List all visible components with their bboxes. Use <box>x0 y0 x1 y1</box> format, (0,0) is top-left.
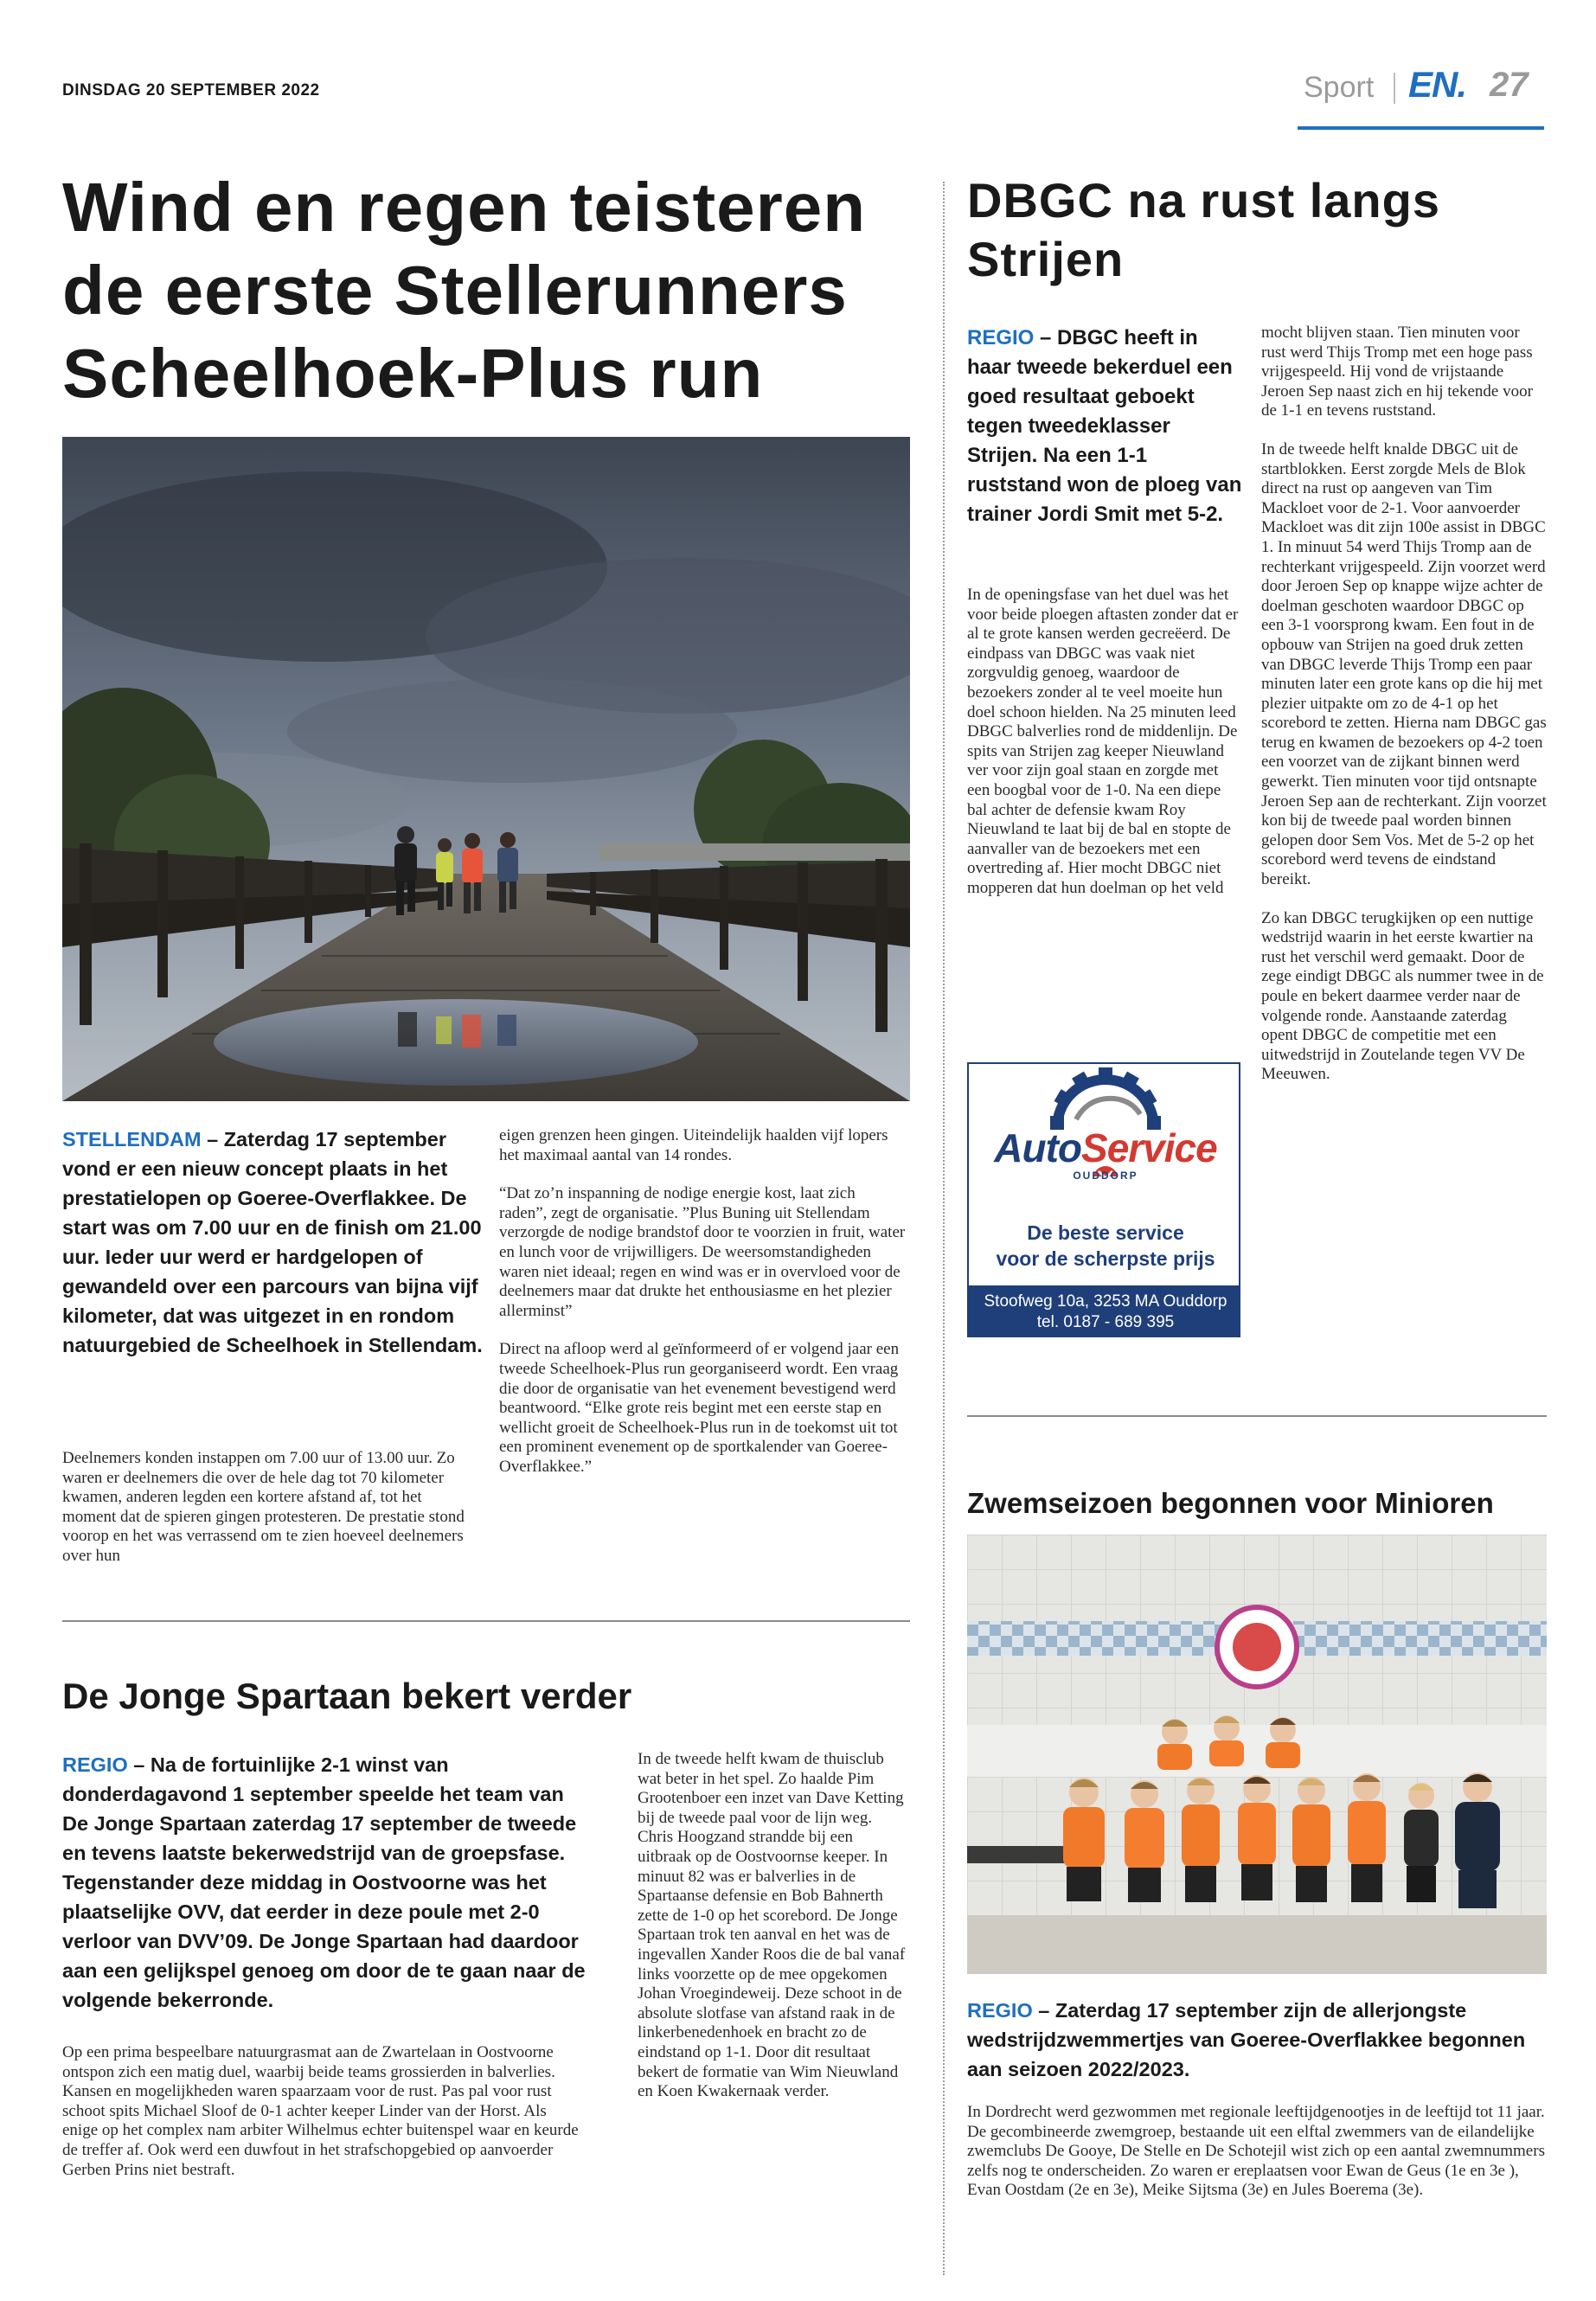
spartaan-body-column-1 <box>62 2043 581 2199</box>
zwem-kicker: REGIO <box>967 1999 1033 2022</box>
zwem-body <box>967 2103 1547 2220</box>
autoservice-ad[interactable] <box>967 1062 1240 1337</box>
paragraph: In Dordrecht werd gezwommen met regionale leeftijdgenootjes in de leeftijd tot 11 jaar. De gecombineerde zwemgroep, bestaande uit een elftal zwemmers van de eilandelijke zwemclubs De Gooye, De Stelle en De Schotejil wist zich op een aantal zwemnummers zelfs nog te onderscheiden. Zo waren er ereplaatsen voor Ewan de Geus (1e en 3e ), Evan Oostdam (2e en 3e), Meike Sijtsma (3e) en Jules Boerema (3e). <box>967 2103 1545 2200</box>
header-rule <box>1298 126 1544 130</box>
header-divider <box>1394 73 1395 104</box>
article-divider <box>62 1620 910 1622</box>
paragraph: Zo kan DBGC terugkijken op een nuttige wedstrijd waarin in het eerste kwartier na rust het verschil werd gemaakt. Door de zege eindigt DBGC als nummer twee in de poule en bekert daarmee verder naar de volgende ronde. Aanstaande zaterdag opent DBGC de competitie met een uitwedstrijd in Zoutelande tegen VV De Meeuwen. <box>1261 908 1544 1084</box>
swimmers-photo-graphic <box>967 1535 1547 1974</box>
ad-brand <box>969 1125 1240 1171</box>
spartaan-lead-text: – Na de fortuinlijke 2-1 winst van donderdagavond 1 september speelde het team van De Jonge Spartaan zaterdag 17 september de tweede en tevens laatste bekerwedstrijd van de groepsfase. Tegenstander deze middag in Oostvoorne was het plaatselijke OVV, dat eerder in deze poule met 2-0 verloor van DVV’09. De Jonge Spartaan had daardoor aan een gelijkspel genoeg om door de te gaan naar de volgende bekerronde. <box>62 1753 586 2011</box>
zwem-headline: Zwemseizoen begonnen voor Minioren <box>967 1487 1494 1519</box>
dbgc-body-column-2 <box>1261 324 1547 1104</box>
main-headline: Wind en regen teisteren de eerste Stellerunners Scheelhoek-Plus run <box>62 169 867 412</box>
spartaan-headline: De Jonge Spartaan bekert verder <box>62 1676 632 1716</box>
section-label: Sport <box>1304 71 1375 104</box>
swimmers-photo <box>967 1535 1547 1974</box>
ad-address: Stoofweg 10a, 3253 MA Ouddorp <box>984 1292 1227 1311</box>
runners-photo-graphic <box>62 437 910 1101</box>
dbgc-kicker: REGIO <box>967 326 1035 349</box>
paragraph: eigen grenzen heen gingen. Uiteindelijk haalden vijf lopers het maximaal aantal van 14 rondes. <box>499 1126 888 1164</box>
column-divider <box>943 182 945 2275</box>
paragraph: Deelnemers konden instappen om 7.00 uur of 13.00 uur. Zo waren er deelnemers die over de hele dag tot 70 kilometer kwamen, anderen legden een kortere afstand af, tot het moment dat de spieren gingen protesteren. De prestatie stond voorop en het was verrassend om te zien hoeveel deelnemers over hun <box>62 1449 465 1565</box>
ad-tagline <box>969 1220 1240 1272</box>
paragraph: Op een prima bespeelbare natuurgrasmat aan de Zwartelaan in Oostvoorne ontspon zich een matig duel, waarbij beide teams grossierden in balverlies. Kansen en mogelijkheden waren spaarzaam voor de rust. Pas pal voor rust schoot spits Michael Sloof de 0-1 achter keeper Linder van der Horst. Als enige op het complex nam arbiter Wilhelmus echter buitenspel waar en keurde de treffer af. Ook werd een duwfout in het strafschopgebied op aanvoerder Gerben Prins niet bestraft. <box>62 2043 579 2179</box>
dbgc-lead-text: – DBGC heeft in haar tweede bekerduel een goed resultaat geboekt tegen tweedeklasser Strijen. Na een 1-1 ruststand won de ploeg van trainer Jordi Smit met 5-2. <box>967 326 1242 526</box>
main-lead-text: – Zaterdag 17 september vond er een nieuw concept plaats in het prestatielopen op Goeree-Overflakkee. De start was om 7.00 uur en de finish om 21.00 uur. Ieder uur werd er hardgelopen of gewandeld over een parcours van bijna vijf kilometer, dat was uitgezet in en rondom natuurgebied de Scheelhoek in Stellendam. <box>62 1128 483 1356</box>
runners-photo <box>62 437 910 1101</box>
paragraph: In de tweede helft kwam de thuisclub wat beter in het spel. Zo haalde Pim Grootenboer een inzet van Dave Ketting bij de tweede paal voor de lijn weg. Chris Hoogzand strandde bij een uitbraak op de Oostvoornse keeper. In minuut 82 was er balverlies in de Spartaanse defensie en Bob Bahnerth zette de 1-0 op het scorebord. De Jonge Spartaan trok ten aanval en het was de ingevallen Xander Roos die de bal vanaf links voorzette op de mee opgekomen Johan Vroegindeweij. Deze schoot in de absolute slotfase van afstand raak in de linkerbenedenhoek en bracht zo de eindstand op 1-1. Door dit resultaat bekert de formatie van Wim Nieuwland en Koen Kwakernaak verder. <box>638 1750 906 2101</box>
dbgc-headline: DBGC na rust langs Strijen <box>967 173 1440 286</box>
article-divider <box>967 1415 1547 1417</box>
main-body-column-1 <box>62 1449 469 1586</box>
zwem-lead-text: – Zaterdag 17 september zijn de allerjongste wedstrijdzwemmertjes van Goeree-Overflakkee begonnen aan seizoen 2022/2023. <box>967 1999 1526 2080</box>
ad-tagline-line-1: De beste service <box>1027 1221 1184 1244</box>
main-body-column-2 <box>499 1126 906 1497</box>
zwem-lead <box>967 1996 1538 2084</box>
ad-tagline-line-2: voor de scherpste prijs <box>996 1247 1215 1270</box>
dbgc-lead <box>967 324 1244 529</box>
main-lead <box>62 1125 486 1360</box>
paragraph: Direct na afloop werd al geïnformeerd of er volgend jaar een tweede Scheelhoek-Plus run georganiseerd wordt. Een vraag die door de organisatie van het evenement bevestigend werd beantwoord. “Elke grote reis begint met een eerste stap en wellicht groeit de Scheelhoek-Plus run in de toekomst uit tot een prominent evenement op de sportkalender van Goeree-Overflakkee.” <box>499 1340 900 1476</box>
spartaan-body-column-2 <box>638 1750 907 2121</box>
ad-brand-service: Service <box>1081 1125 1217 1170</box>
main-kicker: STELLENDAM <box>62 1128 202 1150</box>
spartaan-kicker: REGIO <box>62 1753 128 1776</box>
ad-contact <box>969 1285 1240 1337</box>
page-number: 27 <box>1490 66 1529 104</box>
ad-phone: tel. 0187 - 689 395 <box>1036 1313 1175 1331</box>
paragraph: In de openingsfase van het duel was het voor beide ploegen aftasten zonder dat er al te grote kansen werden gecreëerd. De eindpass van DBGC was vaak niet zorgvuldig genoeg, waardoor de bezoekers zonder al te veel moeite hun doel schoon hielden. Na 25 minuten leed DBGC balverlies rond de middenlijn. De spits van Strijen zag keeper Nieuwland ver voor zijn goal staan en zorgde met een boogbal voor de 1-0. Na een diepe bal achter de defensie kwam Roy Nieuwland te laat bij de bal en stopte de aanvaller van de bezoekers met een overtreding af. Hier mocht DBGC niet mopperen dat hun doelman op het veld <box>967 586 1239 897</box>
ad-town: OUDDORP <box>1073 1170 1138 1182</box>
spartaan-lead <box>62 1750 590 2015</box>
paragraph: In de tweede helft knalde DBGC uit de startblokken. Eerst zorgde Mels de Blok direct na rust op aangeven van Tim Mackloet voor de 2-1. Voor aanvoerder Mackloet was dit zijn 100e assist in DBGC 1. In minuut 54 werd Thijs Tromp aan de rechterkant vrijgespeeld. Zijn voorzet werd door Jeroen Sep op knappe wijze achter de doelman geschoten waardoor DBGC op een 3-1 voorsprong kwam. Een fout in de opbouw van Strijen na goed druk zetten van DBGC leverde Thijs Tromp een paar minuten later een grote kans op die hij met plezier uitpakte om zo de 4-1 op het scorebord te zetten. Hierna nam DBGC gas terug en kwamen de bezoekers op 4-2 toen een voorzet van de zijkant binnen werd gewerkt. Tien minuten voor tijd ontsnapte Jeroen Sep aan de rechterkant. Zijn voorzet kon bij de tweede paal worden binnen gelopen door Sem Vos. Met de 5-2 op het scorebord werd tevens de eindstand bereikt. <box>1261 439 1547 889</box>
paragraph: mocht blijven staan. Tien minuten voor rust werd Thijs Tromp met een hoge pass vrijgespeeld. Hij vond de vrijstaande Jeroen Sep naast zich en hij tekende voor de 1-1 en tevens ruststand. <box>1261 324 1533 420</box>
en-logo: EN. <box>1408 64 1467 105</box>
issue-date: DINSDAG 20 SEPTEMBER 2022 <box>62 81 320 99</box>
dbgc-body-column-1 <box>967 586 1242 918</box>
ad-brand-auto: Auto <box>994 1125 1082 1170</box>
paragraph: “Dat zo’n inspanning de nodige energie kost, laat zich raden”, zegt de organisatie. ”Plus Buning uit Stellendam verzorgde de nodige brandstof door te voorzien in fruit, water en lunch voor de vrijwilligers. De weersomstandigheden waren niet ideaal; regen en wind was er in overvloed voor de deelnemers maar dat drukte het enthousiasme en het plezier allerminst” <box>499 1184 906 1320</box>
